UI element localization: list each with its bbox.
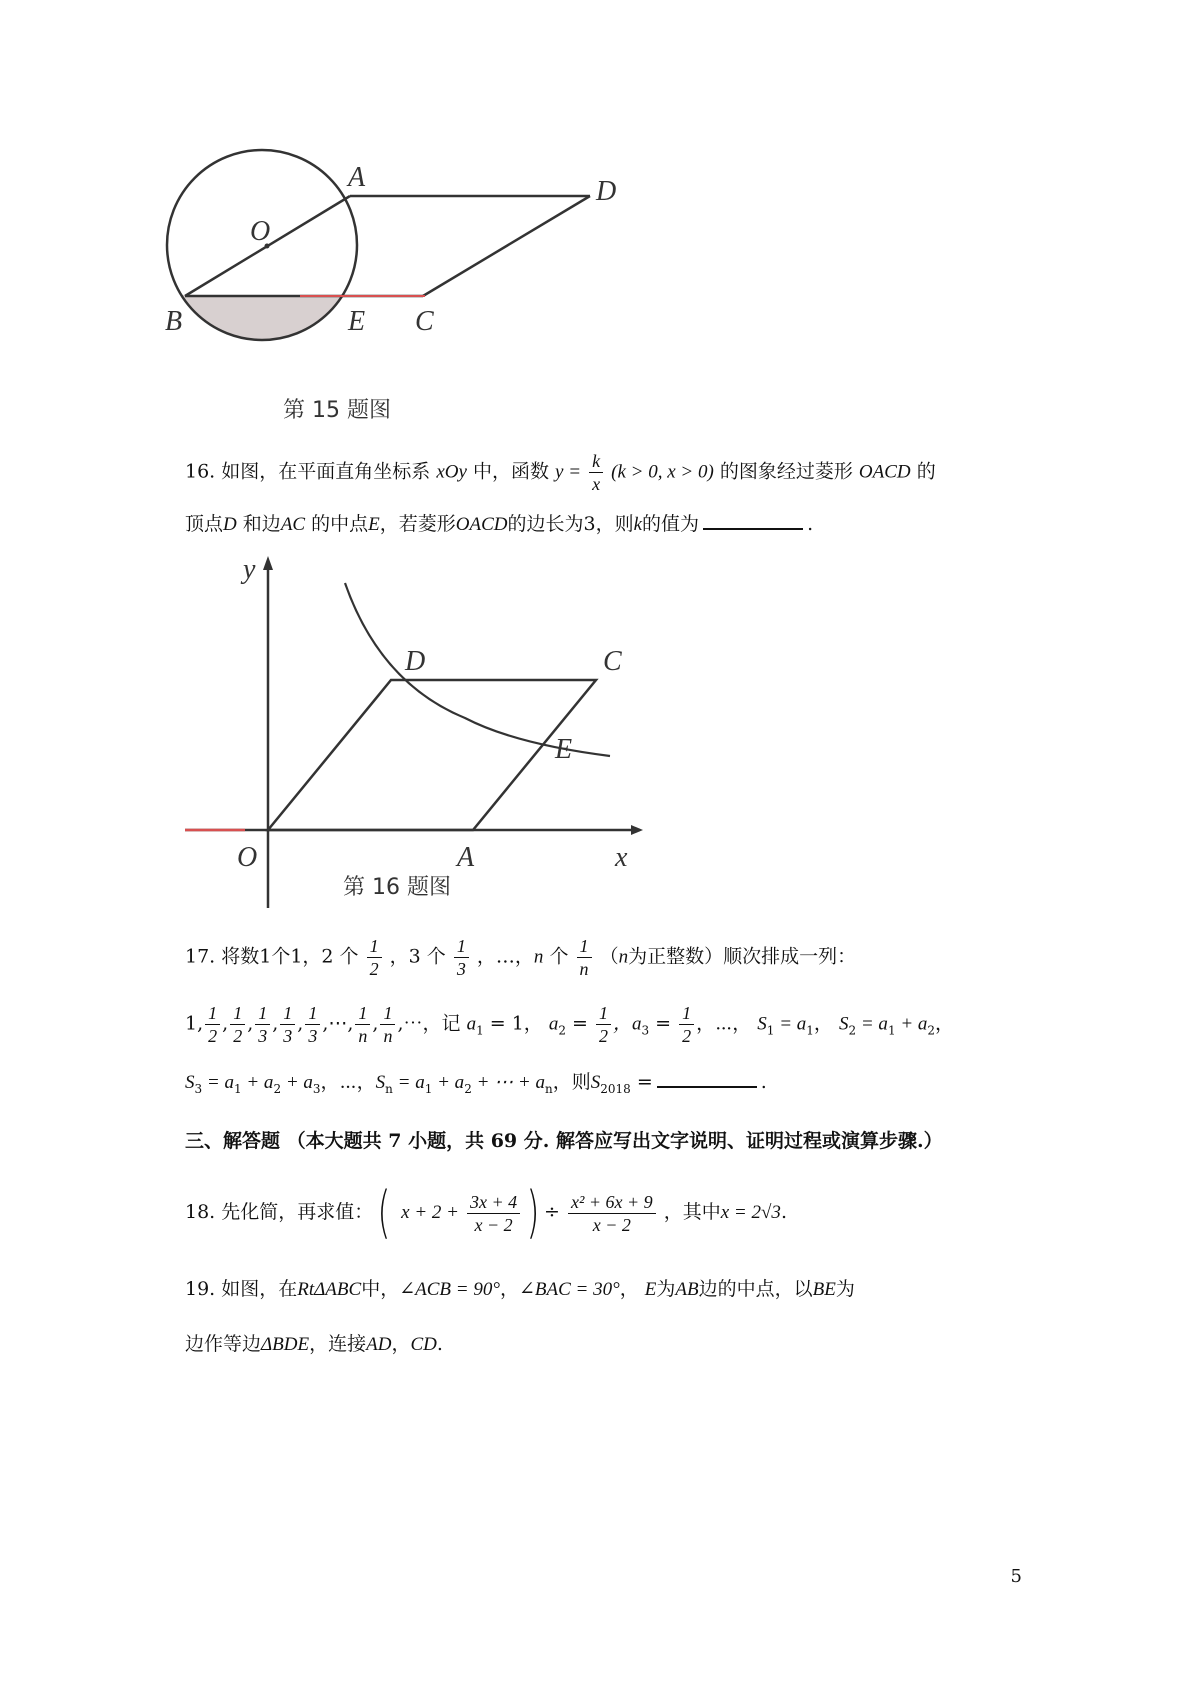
- shaded-segment: [160, 295, 360, 340]
- hyperbola-curve: [345, 583, 610, 756]
- q18-line: 18. 先化简，再求值：( x + 2 + $\frac{3x + 4}{x - 2}$ ) ÷ $\frac{\text{x² + 6x + 9}}{x - 2}$ ，其中x = 2√3.: [185, 1180, 787, 1245]
- label-d: D: [405, 646, 426, 677]
- figure-16-caption: 第 16 题图: [343, 875, 451, 900]
- label-e: E: [555, 734, 573, 765]
- section-3-heading: 三、解答题 （本大题共 7 小题，共 69 分. 解答应写出文字说明、证明过程或演算步骤.）: [185, 1130, 943, 1152]
- label-c: C: [415, 306, 434, 337]
- label-o: O: [250, 216, 271, 247]
- x-axis-arrow: [631, 825, 643, 835]
- q17-line3: $S_3 = a_1 + a_2 + a_3$，⋯，$S_n = a_1 + a_2$ + ⋯ + $a_n$，则$S_{2018}$ = .: [185, 1068, 767, 1103]
- figure-15: [160, 150, 660, 390]
- label-y: y: [243, 554, 256, 585]
- page-number: 5: [1010, 1566, 1022, 1587]
- label-a: A: [348, 162, 366, 193]
- y-axis-arrow: [263, 556, 273, 570]
- answer-blank-16: [703, 510, 803, 530]
- label-b: B: [165, 306, 183, 337]
- q16-line2: 顶点D 和边AC 的中点E，若菱形OACD的边长为3，则k的值为 .: [185, 510, 813, 539]
- figure-16: [185, 548, 655, 908]
- q19-line2: 边作等边ΔBDE，连接AD，CD.: [185, 1333, 443, 1355]
- figure-15-caption: 第 15 题图: [283, 398, 391, 423]
- rhombus-oacd: [268, 680, 596, 830]
- fraction-k-over-x: $\frac{k}{x}$: [589, 450, 603, 495]
- label-x: x: [615, 842, 628, 873]
- q19-line1: 19. 如图，在RtΔABC中，∠ACB = 90°，∠BAC = 30°， E为AB边的中点，以BE为: [185, 1278, 855, 1300]
- label-c: C: [603, 646, 622, 677]
- answer-blank-17: [657, 1068, 757, 1088]
- label-e: E: [348, 306, 366, 337]
- q17-line2: 1, $\frac{1}{2}$ , $\frac{1}{2}$ , $\frac{1}{3}$ , $\frac{1}{3}$ , $\frac{1}{3}$ ,⋯, $\frac{1}{n}$ , $\frac{1}{n}$ ,⋯，记 $a_1 = 1$， $a_2$ = $\frac{1}{2}$ ，$a_3$ = $\frac{1}{2}$ ，⋯， $S_1 = a_1$， $S_2 = a_1 + a_2$，: [185, 1003, 955, 1046]
- q16-line1: 16. 如图，在平面直角坐标系 xOy 中，函数 y = $\frac{k}{x}$ (k > 0, x > 0) 的图象经过菱形 OACD 的: [185, 451, 936, 494]
- label-a: A: [457, 842, 475, 873]
- q17-line1: 17. 将数1个1，2 个 $\frac{1}{2}$ ，3 个 $\frac{1}{3}$ ，…，n 个 $\frac{1}{n}$ （n为正整数）顺次排成一列：: [185, 936, 857, 979]
- label-d: D: [596, 176, 617, 207]
- side-dc: [423, 196, 590, 296]
- label-o: O: [237, 842, 258, 873]
